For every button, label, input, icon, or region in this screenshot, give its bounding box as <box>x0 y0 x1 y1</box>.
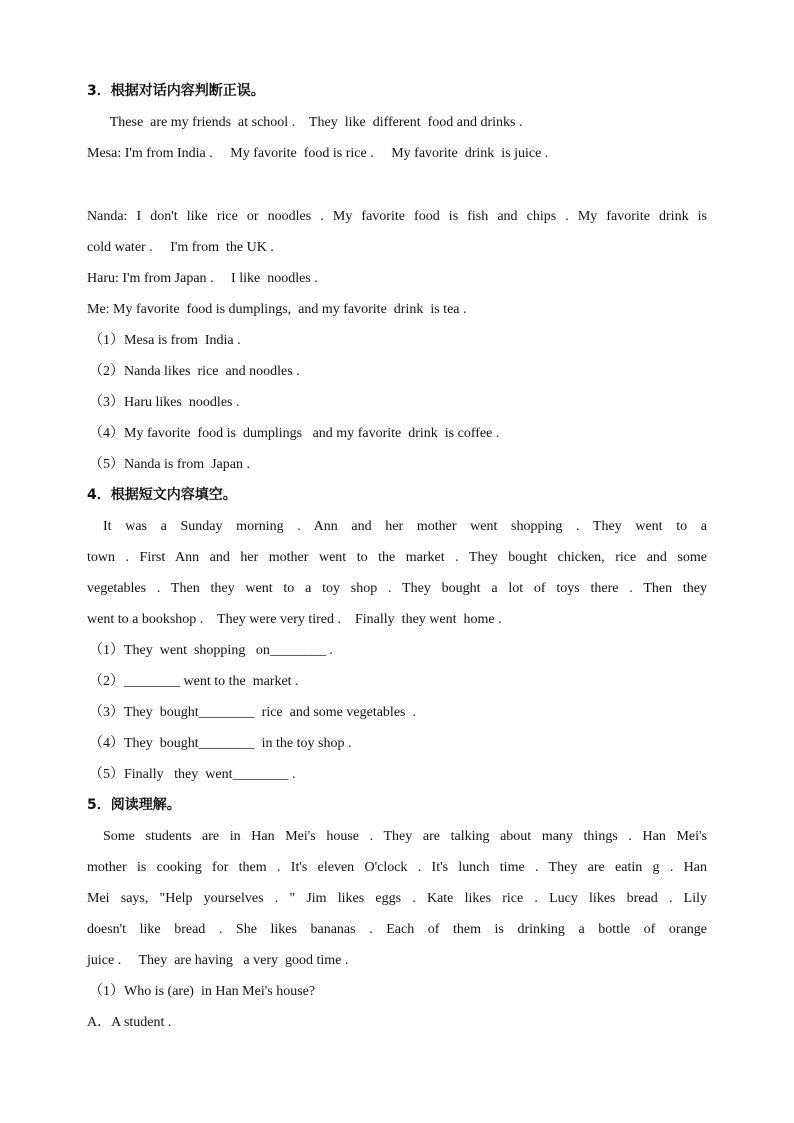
document-content <box>87 80 707 1042</box>
q3-heading: 3．根据对话内容判断正误。 <box>87 83 265 99</box>
q5-question-1: （1）Who is (are) in Han Mei's house? <box>89 984 316 999</box>
q3-item-5: （5）Nanda is from Japan . <box>89 457 250 472</box>
q5-passage-line-4: doesn't like bread . She likes bananas . Each of them is drinking a bottle of orange <box>87 922 707 937</box>
q4-item-1: （1）They went shopping on________ . <box>89 643 333 658</box>
q4-heading: 4．根据短文内容填空。 <box>87 487 237 503</box>
q4-passage-line-2: town . First Ann and her mother went to the market . They bought chicken, rice and some <box>87 550 707 565</box>
q5-passage-line-3: Mei says, "Help yourselves . " Jim likes eggs . Kate likes rice . Lucy likes bread . Lily <box>87 891 707 906</box>
q3-nanda-line-2: cold water . I'm from the UK . <box>87 240 274 255</box>
q4-item-3: （3）They bought________ rice and some vegetables . <box>89 705 416 720</box>
q4-passage-line-3: vegetables . Then they went to a toy shop . They bought a lot of toys there . Then they <box>87 581 707 596</box>
q3-mesa-line: Mesa: I'm from India . My favorite food is rice . My favorite drink is juice . <box>87 146 549 161</box>
q3-item-3: （3）Haru likes noodles . <box>89 395 240 410</box>
q5-passage-line-5: juice . They are having a very good time . <box>87 953 349 968</box>
q5-passage-line-2: mother is cooking for them . It's eleven O'clock . It's lunch time . They are eatin g . Han <box>87 860 707 875</box>
q5-passage-line-1: Some students are in Han Mei's house . They are talking about many things . Han Mei's <box>103 829 707 844</box>
q4-passage-line-1: It was a Sunday morning . Ann and her mother went shopping . They went to a <box>103 519 707 534</box>
q4-passage-line-4: went to a bookshop . They were very tired . Finally they went home . <box>87 612 502 627</box>
q4-item-2: （2）________ went to the market . <box>89 674 299 689</box>
q3-intro-line: These are my friends at school . They like different food and drinks . <box>103 115 523 130</box>
q3-item-4: （4）My favorite food is dumplings and my favorite drink is coffee . <box>89 426 500 441</box>
blank-gap <box>87 173 707 205</box>
q3-item-1: （1）Mesa is from India . <box>89 333 241 348</box>
q4-item-4: （4）They bought________ in the toy shop . <box>89 736 352 751</box>
q5-option-a: A．A student . <box>87 1015 172 1030</box>
q3-me-line: Me: My favorite food is dumplings, and my favorite drink is tea . <box>87 302 467 317</box>
q4-item-5: （5）Finally they went________ . <box>89 767 296 782</box>
q5-heading: 5．阅读理解。 <box>87 797 181 813</box>
q3-haru-line: Haru: I'm from Japan . I like noodles . <box>87 271 318 286</box>
q3-item-2: （2）Nanda likes rice and noodles . <box>89 364 300 379</box>
q3-nanda-line-1: Nanda: I don't like rice or noodles . My favorite food is fish and chips . My favorite drink is <box>87 209 707 224</box>
